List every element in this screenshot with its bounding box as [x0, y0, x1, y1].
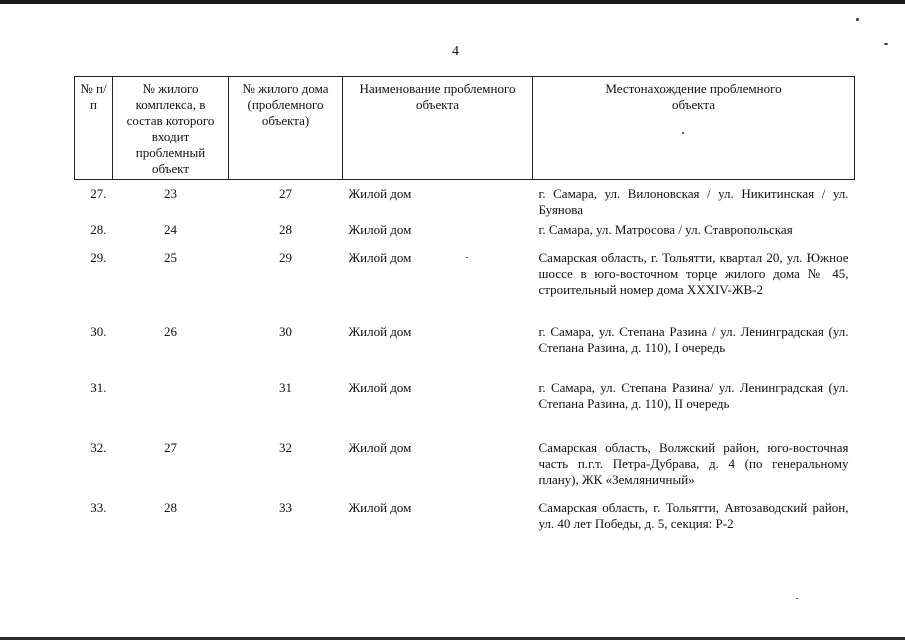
row-location: г. Самара, ул. Степана Разина/ ул. Ленинградская (ул. Степана Разина, д. 110), II очередь [538, 379, 849, 411]
row-number: 27. [90, 186, 107, 201]
table-row [75, 380, 855, 440]
row-house: 29 [279, 249, 292, 265]
header-object-name: Наименование проблемного объекта [343, 77, 533, 180]
problem-objects-table [74, 76, 855, 540]
page-number: 4 [452, 44, 459, 59]
row-house: 33 [279, 499, 292, 515]
table-header-row [75, 77, 855, 180]
table-row [75, 222, 855, 250]
row-complex: 24 [164, 221, 177, 237]
scan-speck [884, 43, 888, 45]
top-scan-border [0, 0, 905, 4]
row-object-name: Жилой дом [348, 221, 412, 237]
row-house: 30 [279, 323, 292, 339]
row-number: 33. [90, 499, 107, 515]
row-house: 32 [279, 439, 292, 455]
row-complex: 25 [164, 249, 177, 265]
row-object-name: Жилой дом [348, 323, 412, 339]
header-complex: № жилого комплекса, в состав которого входит проблемный объект [113, 77, 229, 180]
header-number: № п/п [75, 77, 113, 180]
row-complex: 27 [164, 439, 177, 455]
row-house: 27 [279, 186, 292, 201]
scan-speck [796, 598, 798, 599]
row-location: г. Самара, ул. Степана Разина / ул. Ленинградская (ул. Степана Разина, д. 110), I очередь [538, 323, 849, 355]
row-object-name: Жилой дом [348, 249, 412, 265]
table-row [75, 250, 855, 324]
scan-speck [856, 18, 859, 21]
header-house: № жилого дома (проблемного объекта) [229, 77, 343, 180]
row-number: 30. [90, 323, 107, 339]
header-location: Местонахождение проблемного объекта [533, 77, 855, 180]
table-row [75, 500, 855, 540]
row-location: Самарская область, Волжский район, юго-восточная часть п.г.т. Петра-Дубрава, д. 4 (по генеральному плану), ЖК «Земляничный» [538, 439, 849, 487]
row-object-name: Жилой дом [348, 499, 412, 515]
table-row [75, 324, 855, 380]
row-complex [113, 380, 229, 440]
row-house: 28 [279, 221, 292, 237]
row-object-name: Жилой дом [348, 439, 412, 455]
row-number: 32. [90, 439, 107, 455]
row-location: г. Самара, ул. Вилоновская / ул. Никитинская / ул. Буянова [538, 186, 849, 217]
row-location: Самарская область, г. Тольятти, Автозаводский район, ул. 40 лет Победы, д. 5, секция: Р-2 [538, 499, 849, 531]
row-number: 31. [90, 379, 107, 395]
row-location: Самарская область, г. Тольятти, квартал 20, ул. Южное шоссе в юго-восточном торце жилого дома № 45, строительный номер дома XXXIV-ЖВ-2 [538, 249, 849, 297]
row-number: 28. [90, 221, 107, 237]
row-complex: 28 [164, 499, 177, 515]
row-house: 31 [279, 379, 292, 395]
row-complex: 26 [164, 323, 177, 339]
row-location: г. Самара, ул. Матросова / ул. Ставропольская [538, 221, 793, 237]
table-row [75, 440, 855, 500]
row-complex: 23 [164, 186, 177, 201]
row-object-name: Жилой дом [348, 186, 412, 201]
table-row [75, 180, 855, 222]
row-object-name: Жилой дом [348, 379, 412, 395]
row-number: 29. [90, 249, 107, 265]
